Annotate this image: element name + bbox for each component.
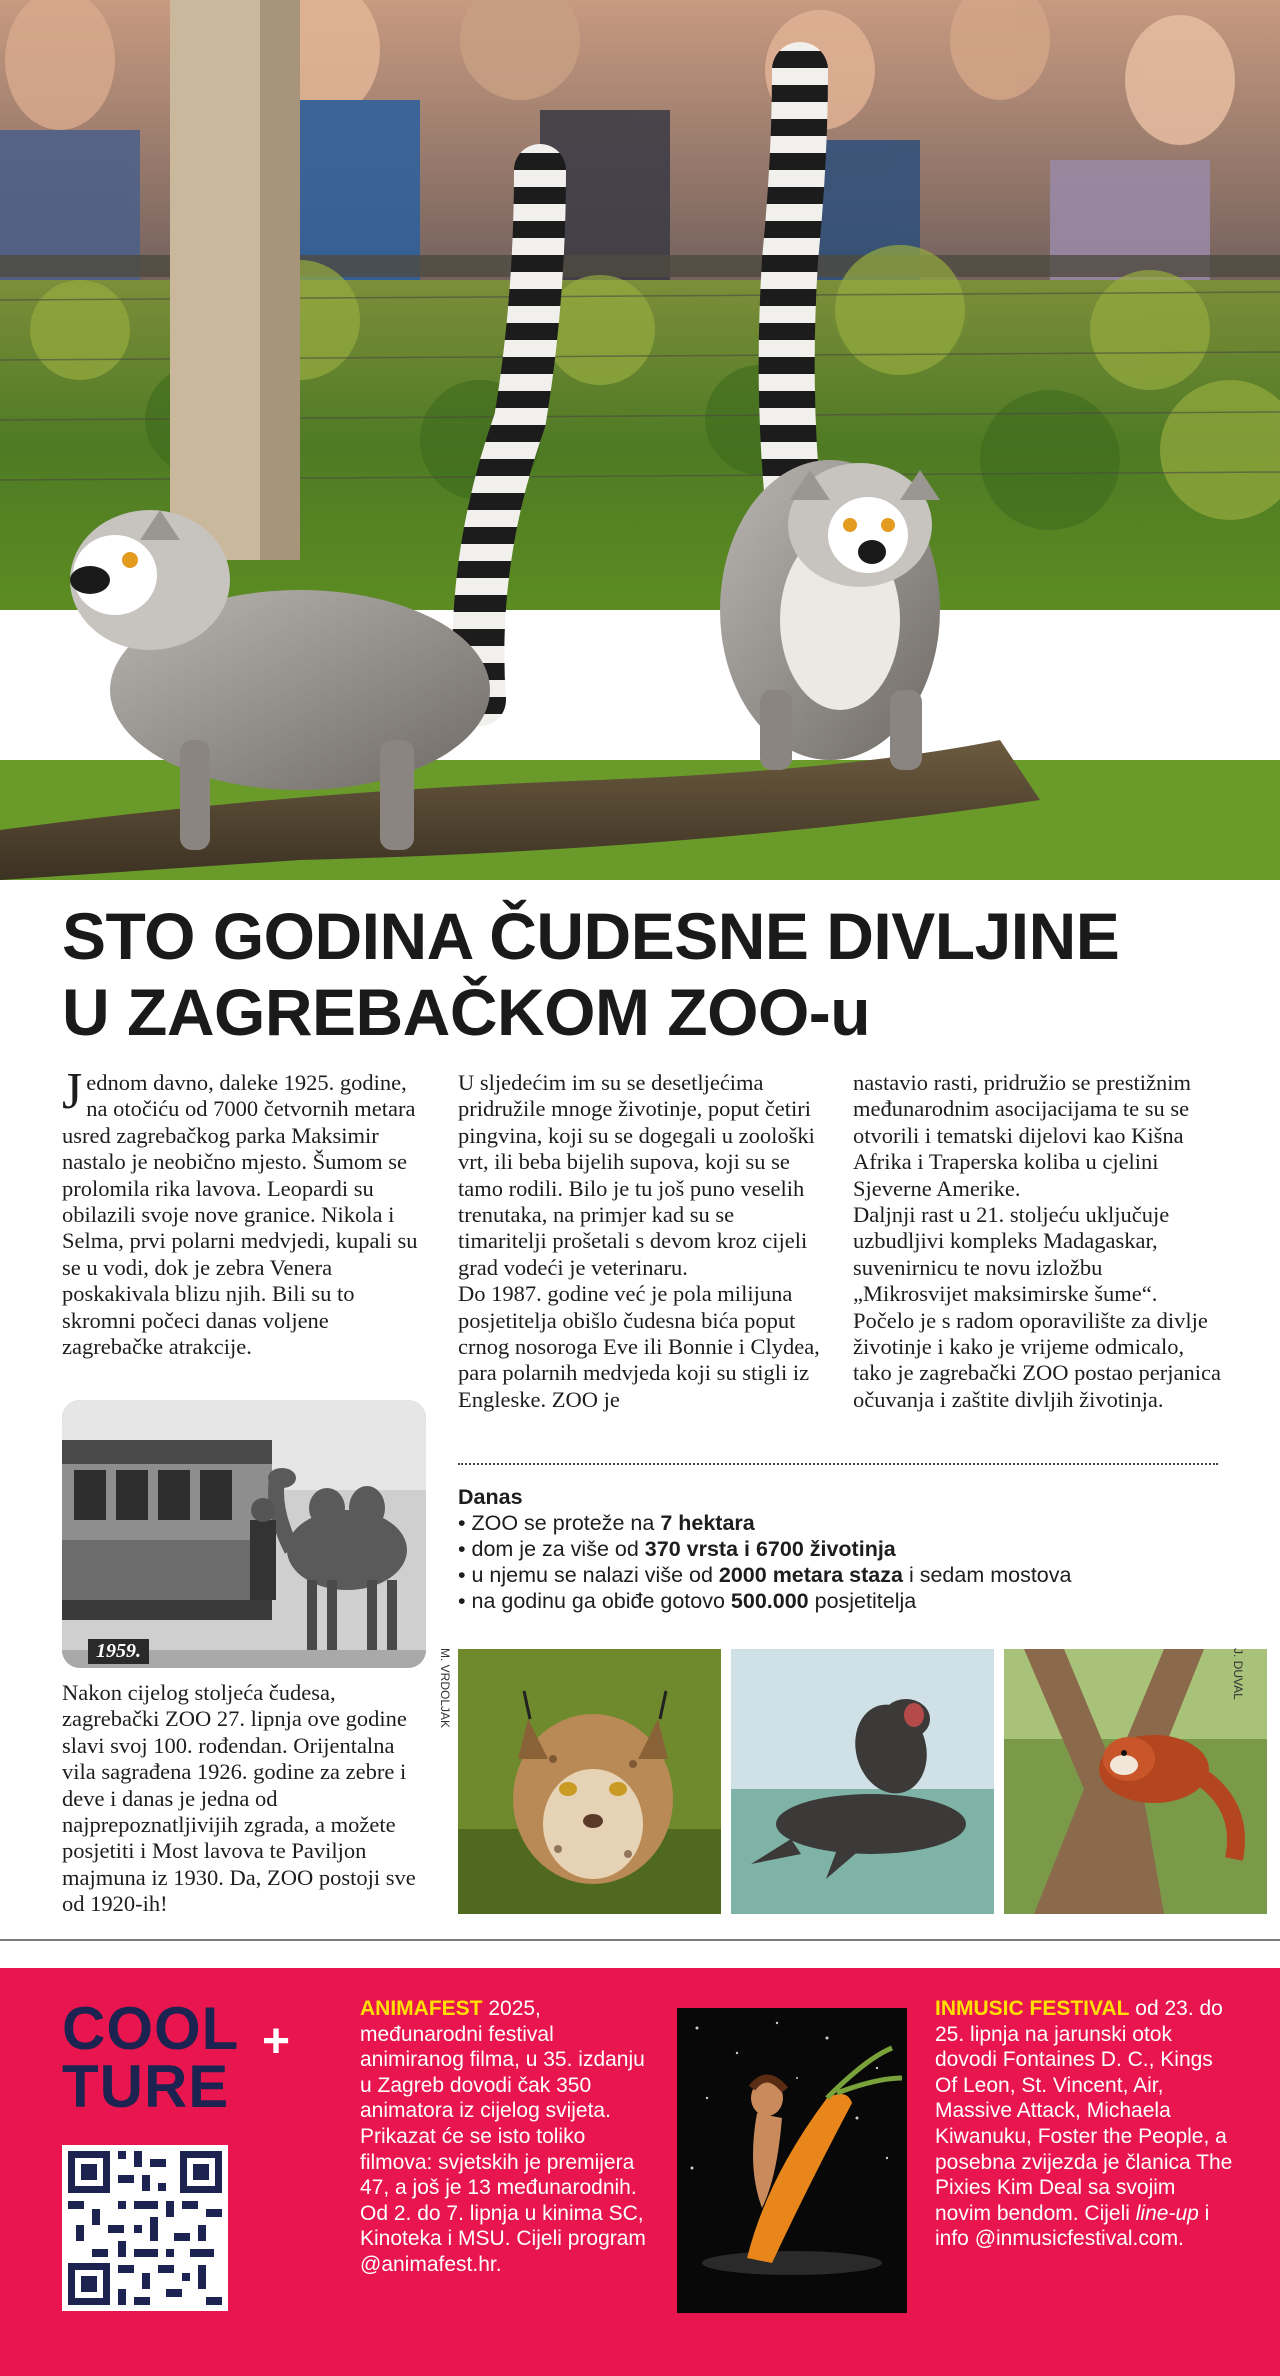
hero-lemur-photo xyxy=(0,0,1280,880)
inmusic-tail: i info @inmusicfestival.com. xyxy=(935,2201,1210,2251)
animafest-text: 2025, međunarodni festival animiranog filma, u 35. izdanju u Zagreb dovodi čak 350 animatora iz cijelog svijeta. Prikazat će se isto toliko filmova: svjetskih je premijera 47, a još je 13 međunarodnih. Od 2. do 7. lipnja u kinima SC, Kinoteka i MSU. Cijeli program @animafest.hr. xyxy=(360,1997,646,2276)
lynx-photo xyxy=(458,1649,721,1914)
article-column-2 xyxy=(458,1070,826,1413)
plus-icon: + xyxy=(262,2015,291,2068)
column-3-paragraph-1: nastavio rasti, pridružio se prestižnim međunarodnim asocijacijama te su se otvorili i tematski dijelovi kao Kišna Afrika i Traperska koliba u cjelini Sjeverne Amerike. xyxy=(853,1070,1192,1201)
headline-line-2: U ZAGREBAČKOM ZOO-u xyxy=(62,975,871,1049)
drop-cap: J xyxy=(62,1063,83,1120)
facts-title: Danas xyxy=(458,1485,523,1509)
article-column-1 xyxy=(62,1063,430,1360)
red-panda-photo xyxy=(1004,1649,1267,1914)
animafest-poster-image xyxy=(677,2008,907,2313)
inmusic-title: INMUSIC FESTIVAL xyxy=(935,1997,1130,2020)
headline-line-1: STO GODINA ČUDESNE DIVLJINE xyxy=(62,899,1120,973)
column-1-paragraph xyxy=(62,1063,430,1360)
column-2-paragraph-2: Do 1987. godine već je pola milijuna posjetitelja obišlo čudesna bića poput crnog nosoroga Eve ili Bonnie i Clydea, para polarnih medvjeda koji su stigli iz Engleske. ZOO je xyxy=(458,1281,820,1412)
article-column-3 xyxy=(853,1070,1221,1413)
inmusic-text: od 23. do 25. lipnja na jarunski otok dovodi Fontaines D. C., Kings Of Leon, St. Vincent, Air, Massive Attack, Michaela Kiwanuku, Foster the People, a posebna zvijezda je članica The Pixies Kim Deal sa svojim novim bendom. Cijeli xyxy=(935,1997,1233,2225)
animafest-title: ANIMAFEST xyxy=(360,1997,483,2020)
fact-item: • dom je za više od 370 vrsta i 6700 životinja xyxy=(458,1537,896,1561)
qr-code[interactable] xyxy=(62,2145,228,2311)
facts-box xyxy=(458,1484,1218,1614)
article-headline xyxy=(62,898,1222,1050)
column-1-bottom-paragraph: Nakon cijelog stoljeća čudesa, zagrebački ZOO 27. lipnja ove godine slavi svoj 100. rođendan. Orijentalna vila sagrađena 1926. godine za zebre i deve i danas je jedna od najprepoznatljivijih zgrada, a možete posjetiti i Most lavova te Paviljon majmuna iz 1930. Da, ZOO postoji sve od 1920-ih! xyxy=(62,1680,416,1917)
qr-code-icon xyxy=(68,2151,222,2305)
section-divider xyxy=(0,1939,1280,1941)
vintage-tram-camel-photo xyxy=(62,1400,426,1668)
fact-item: • u njemu se nalazi više od 2000 metara staza i sedam mostova xyxy=(458,1563,1072,1587)
fact-item: • na godinu ga obiđe gotovo 500.000 posjetitelja xyxy=(458,1589,917,1613)
column-2-paragraph-1: U sljedećim im su se desetljećima pridružile mnoge životinje, poput četiri pingvina, koji su se dogegali u zoološki vrt, ili beba bijelih supova, koji su se tamo rodili. Bilo je tu još puno veselih trenutaka, na primjer kad su se timaritelji prošetali s devom kroz cijeli grad vodeći je veterinaru. xyxy=(458,1070,815,1280)
column-3-paragraph-2: Daljnji rast u 21. stoljeću uključuje uzbudljivi kompleks Madagaskar, suvenirnicu te novu izložbu „Mikrosvijet maksimirske šume“. xyxy=(853,1202,1170,1307)
sea-lion-photo xyxy=(731,1649,994,1914)
animafest-blurb xyxy=(360,1996,660,2278)
coolture-line-2: TURE xyxy=(62,2053,230,2120)
photo-credit-left: M. VRDOLJAK xyxy=(438,1648,452,1729)
coolture-logo xyxy=(62,1995,240,2120)
coolture-line-1: COOL xyxy=(62,1995,240,2062)
dotted-divider xyxy=(458,1463,1218,1465)
photo-year-caption: 1959. xyxy=(88,1639,149,1664)
photo-credit-right: J. DUVAL xyxy=(1231,1648,1245,1700)
inmusic-blurb xyxy=(935,1996,1235,2252)
inmusic-lineup: line-up xyxy=(1135,2201,1199,2225)
article-column-1-bottom xyxy=(62,1680,430,1918)
column-3-paragraph-3: Počelo je s radom oporavilište za divlje životinje i kako je vrijeme odmicalo, tako je zagrebački ZOO postao perjanica očuvanja i zaštite divljih životinja. xyxy=(853,1307,1221,1412)
fact-item: • ZOO se proteže na 7 hektara xyxy=(458,1511,755,1535)
column-1-text: ednom davno, daleke 1925. godine, na otočiću od 7000 četvornih metara usred zagrebačkog parka Maksimir nastalo je neobično mjesto. Šumom se prolomila rika lavova. Leopardi su obilazili svoje nove granice. Nikola i Selma, prvi polarni medvjedi, kupali su se u vodi, dok je zebra Venera poskakivala blizu njih. Bili su to skromni počeci danas voljene zagrebačke atrakcije. xyxy=(62,1070,418,1360)
